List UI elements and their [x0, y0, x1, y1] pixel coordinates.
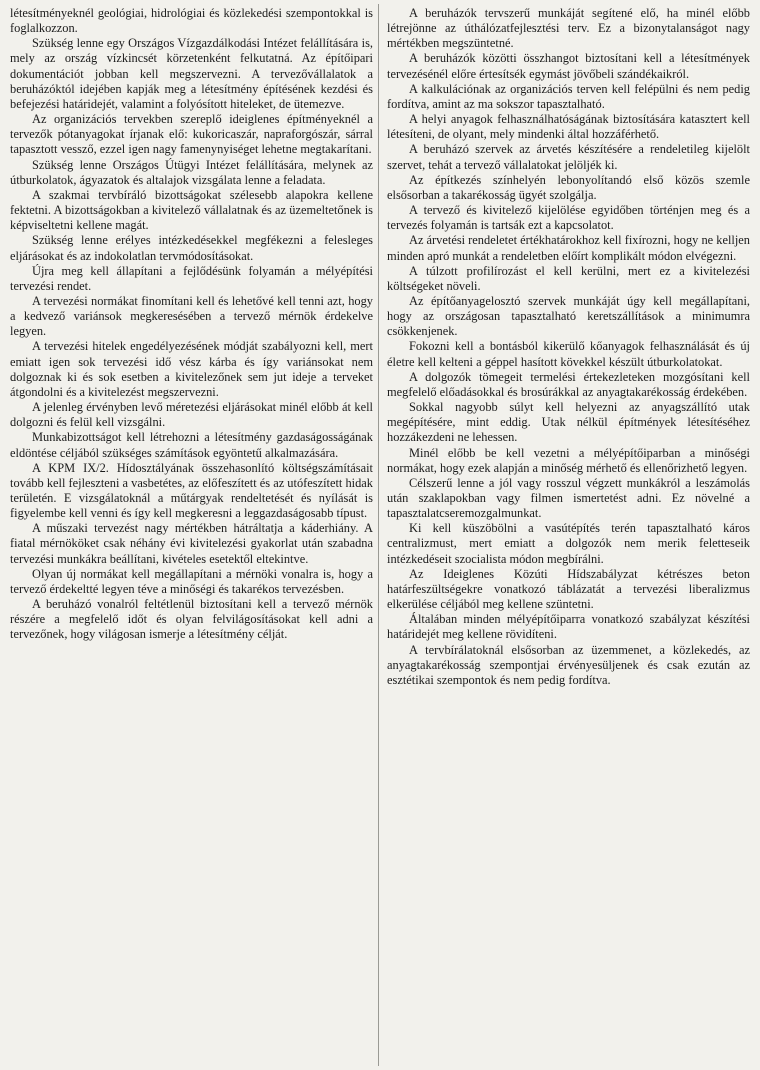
paragraph: A dolgozók tömegeit termelési értekezleteken mozgósítani kell megfelelő előadásokkal és brosúrákkal az anyagtakarékosság érdekében. — [387, 369, 750, 399]
paragraph: létesítményeknél geológiai, hidrológiai és közlekedési szempontokkal is foglalkozzon. — [10, 6, 373, 36]
paragraph: A beruházók tervszerű munkáját segítené elő, ha minél előbb létrejönne az úthálózatfejlesztési terv. Ez a bizonytalanságot nagy mértékben megszüntetné. — [387, 6, 750, 51]
left-column — [10, 6, 373, 1070]
paragraph: Munkabizottságot kell létrehozni a létesítmény gazdaságosságának eldöntése céljából szükséges számítások egyöntetű alkalmazására. — [10, 430, 373, 460]
paragraph: Olyan új normákat kell megállapítani a mérnöki vonalra is, hogy a tervező érdekeltté legyen téve a minőségi és takarékos tervezésben. — [10, 566, 373, 596]
paragraph: A helyi anyagok felhasználhatóságának biztosítására katasztert kell létesíteni, de olyant, mely mindenki által hozzáférhető. — [387, 112, 750, 142]
paragraph: A tervezési normákat finomítani kell és lehetővé kell tenni azt, hogy a kedvező variánsok megkeresésében a tervező mérnök érdekelve legyen. — [10, 293, 373, 339]
paragraph: Szükség lenne Országos Útügyi Intézet felállítására, melynek az útburkolatok, ágyazatok és altalajok vizsgálata lenne a feladata. — [10, 157, 373, 187]
paragraph: A jelenleg érvényben levő méretezési eljárásokat minél előbb át kell dolgozni és felül kell vizsgálni. — [10, 400, 373, 430]
paragraph: Célszerű lenne a jól vagy rosszul végzett munkákról a leszámolás után szaklapokban vagy filmen ismertetést adni. Ez növelné a tapasztalatcseremozgalmunkat. — [387, 475, 750, 521]
right-column — [387, 6, 750, 1070]
paragraph: A tervbírálatoknál elsősorban az üzemmenet, a közlekedés, az anyagtakarékosság szempontjai érvényesüljenek és csak ezután az esztétikai szempontok és nem pedig fordítva. — [387, 642, 750, 687]
paragraph: A beruházó szervek az árvetés készítésére a rendeletileg kijelölt szervet, tehát a tervező vállalatokat jelöljék ki. — [387, 142, 750, 172]
paragraph: A szakmai tervbíráló bizottságokat szélesebb alapokra kellene fektetni. A bizottságokban a kivitelező vállalatnak és az üzemeltetőnek is képviseltetni kellene magát. — [10, 187, 373, 233]
paragraph: Sokkal nagyobb súlyt kell helyezni az anyagszállító utak megépítésére, mint eddig. Utak nélkül építmények létesítéséhez hozzákezdeni ne lehessen. — [387, 400, 750, 445]
paragraph: Ki kell küszöbölni a vasútépítés terén tapasztalható káros centralizmust, mert emiatt a dolgozók nem merik feletteseik intézkedéseit szocialista módon megbírálni. — [387, 521, 750, 566]
paragraph: A műszaki tervezést nagy mértékben hátráltatja a káderhiány. A fiatal mérnököket csak néhány évi kivitelezési gyakorlat után szabadna tervezési munkákra beállítani, kivételes esetektől eltekintve. — [10, 521, 373, 566]
paragraph: Fokozni kell a bontásból kikerülő kőanyagok felhasználását és új életre kell kelteni a géppel hasított kövekkel készült útburkolatokat. — [387, 339, 750, 369]
paragraph: Szükség lenne egy Országos Vízgazdálkodási Intézet felállítására is, mely az ország vízkincsét körzetenként felkutatná. Az építőipari dokumentációt jobban kell megszervezni. A tervezővállalatok a beruházóktól idejében kapják meg a létesítmény építésének kezdési és befejezési határidejét, valamint a folyósított hiteleket, de ütemezve. — [10, 36, 373, 111]
paragraph: Az Ideiglenes Közúti Hídszabályzat kétrészes beton határfeszültségekre vonatkozó táblázatát a tervezési liberalizmus elkerülése céljából meg kellene szüntetni. — [387, 566, 750, 612]
column-divider — [378, 4, 379, 1066]
paragraph: Újra meg kell állapítani a fejlődésünk folyamán a mélyépítési tervezési rendet. — [10, 263, 373, 293]
paragraph: Általában minden mélyépítőiparra vonatkozó szabályzat készítési határidejét meg kellene rövidíteni. — [387, 612, 750, 642]
paragraph: Szükség lenne erélyes intézkedésekkel megfékezni a felesleges eljárásokat és az indokolatlan tervmódosításokat. — [10, 233, 373, 263]
paragraph: Minél előbb be kell vezetni a mélyépítőiparban a minőségi normákat, hogy ezek alapján a minőség mérhető és ellenőrizhető legyen. — [387, 445, 750, 475]
paragraph: A túlzott profilírozást el kell kerülni, mert ez a kivitelezési költségeket növeli. — [387, 263, 750, 293]
paragraph: A tervező és kivitelező kijelölése egyidőben történjen meg és a tervezés folyamán is tartsák ezt a kapcsolatot. — [387, 203, 750, 233]
paragraph: A tervezési hitelek engedélyezésének módját szabályozni kell, mert emiatt igen sok tervezési idő vész kárba és így variánsokat nem dolgoznak ki és sok esetben a kivitelezőnek sem jut ideje a terveket átgondolni és a kivitelezést megszervezni. — [10, 339, 373, 399]
paragraph: A kalkulációnak az organizációs terven kell felépülni és nem pedig fordítva, amint az ma sokszor tapasztalható. — [387, 81, 750, 111]
paragraph: A beruházó vonalról feltétlenül biztosítani kell a tervező mérnök részére a megfelelő időt és olyan felvilágosításokat kell adni a tervezőnek, hogy világosan ismerje a létesítmény célját. — [10, 597, 373, 642]
paragraph: A KPM IX/2. Hídosztályának összehasonlító költségszámításait tovább kell fejleszteni a vasbetétes, az előfeszített és az utófeszített hidak területén. E vizsgálatoknál a műtárgyak rendeltetését és nyílását is figyelembe kell venni és így kell megkeresni a leggazdaságosabb típust. — [10, 460, 373, 521]
paragraph: Az építkezés színhelyén lebonyolítandó első közös szemle elsősorban a takarékosság ügyét szolgálja. — [387, 172, 750, 202]
paragraph: A beruházók közötti összhangot biztosítani kell a létesítmények tervezésénél előre értesítsék egymást jövőbeli szándékaikról. — [387, 51, 750, 81]
paragraph: Az építőanyagelosztó szervek munkáját úgy kell megállapítani, hogy az országosan tapasztalható keretszállítások a minimumra csökkenjenek. — [387, 293, 750, 339]
paragraph: Az organizációs tervekben szereplő ideiglenes építményeknél a tervezők pótanyagokat írjanak elő: kukoricaszár, napraforgószár, sárral tapasztott vessző, ezzel igen nagy famenynyiséget lehetne megtakarítani. — [10, 112, 373, 157]
paragraph: Az árvetési rendeletet értékhatárokhoz kell fixírozni, hogy ne kelljen minden apró munkát a rendeletben előírt komplikált módon elvégezni. — [387, 233, 750, 263]
